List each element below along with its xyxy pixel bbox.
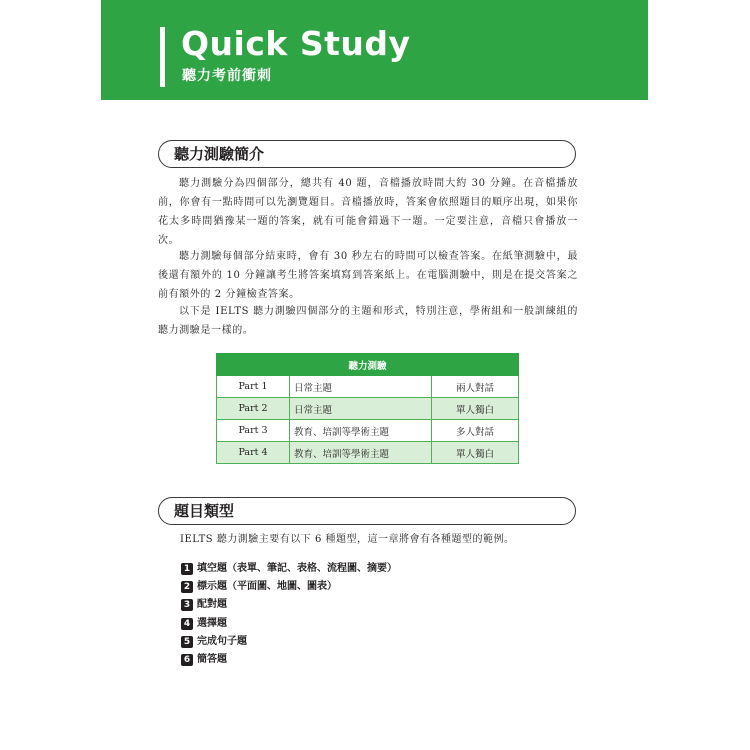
header-accent-bar xyxy=(160,27,165,87)
section-heading-question-types xyxy=(158,497,576,525)
section-heading-label: 聽力測驗簡介 xyxy=(174,145,265,163)
table-cell-part: Part 3 xyxy=(217,420,290,442)
table-cell-part: Part 4 xyxy=(217,442,290,464)
table-cell-format: 多人對話 xyxy=(432,420,519,442)
table-header: 聽力測驗 xyxy=(217,354,519,376)
list-item-label: 配對題 xyxy=(197,599,227,611)
list-item-label: 選擇題 xyxy=(197,617,227,629)
table-cell-part: Part 1 xyxy=(217,376,290,398)
table-cell-format: 單人獨白 xyxy=(432,442,519,464)
number-badge: 6 xyxy=(181,654,193,666)
paragraph-1: 聽力測驗分為四個部分，總共有 40 題，音檔播放時間大約 30 分鐘。在音檔播放前，你會有一點時間可以先瀏覽題目。音檔播放時，答案會依照題目的順序出現，如果你花太多時間猶豫某一題的答案，就有可能會錯過下一題。一定要注意，音檔只會播放一次。 xyxy=(158,178,578,246)
table-cell-topic: 教育、培訓等學術主題 xyxy=(290,442,432,464)
list-item xyxy=(181,560,397,578)
list-item-label: 完成句子題 xyxy=(197,635,247,647)
list-item xyxy=(181,578,397,596)
number-badge: 3 xyxy=(181,599,193,611)
section-heading-listening-intro xyxy=(158,140,576,168)
table-cell-format: 兩人對話 xyxy=(432,376,519,398)
table-cell-topic: 教育、培訓等學術主題 xyxy=(290,420,432,442)
header-banner xyxy=(101,0,648,100)
header-title: Quick Study xyxy=(181,24,411,63)
number-badge: 5 xyxy=(181,636,193,648)
table-row xyxy=(217,420,519,442)
section-heading-label: 題目類型 xyxy=(174,502,235,520)
list-item-label: 標示題（平面圖、地圖、圖表） xyxy=(197,581,337,593)
header-subtitle: 聽力考前衝刺 xyxy=(182,68,272,84)
table-row xyxy=(217,442,519,464)
table-row xyxy=(217,376,519,398)
table-cell-format: 單人獨白 xyxy=(432,398,519,420)
number-badge: 2 xyxy=(181,581,193,593)
question-types-list xyxy=(181,560,397,669)
number-badge: 4 xyxy=(181,618,193,630)
table-cell-part: Part 2 xyxy=(217,398,290,420)
listening-parts-table xyxy=(216,353,519,464)
table-cell-topic: 日常主題 xyxy=(290,376,432,398)
question-types-intro: IELTS 聽力測驗主要有以下 6 種題型，這一章將會有各種題型的範例。 xyxy=(180,534,515,545)
list-item-label: 填空題（表單、筆記、表格、流程圖、摘要） xyxy=(197,563,397,574)
paragraph-3: 以下是 IELTS 聽力測驗四個部分的主題和形式，特別注意，學術組和一般訓練組的聽力測驗是一樣的。 xyxy=(158,306,578,336)
paragraph-2: 聽力測驗每個部分結束時，會有 30 秒左右的時間可以檢查答案。在紙筆測驗中，最後還有額外的 10 分鐘讓考生將答案填寫到答案紙上。在電腦測驗中，則是在提交答案之前有額外的 2 分鐘檢查答案。 xyxy=(158,251,578,300)
list-item-label: 簡答題 xyxy=(197,653,227,665)
list-item xyxy=(181,651,397,669)
number-badge: 1 xyxy=(181,563,193,575)
list-item xyxy=(181,615,397,633)
list-item xyxy=(181,633,397,651)
table-cell-topic: 日常主題 xyxy=(290,398,432,420)
table-row xyxy=(217,398,519,420)
list-item xyxy=(181,596,397,614)
